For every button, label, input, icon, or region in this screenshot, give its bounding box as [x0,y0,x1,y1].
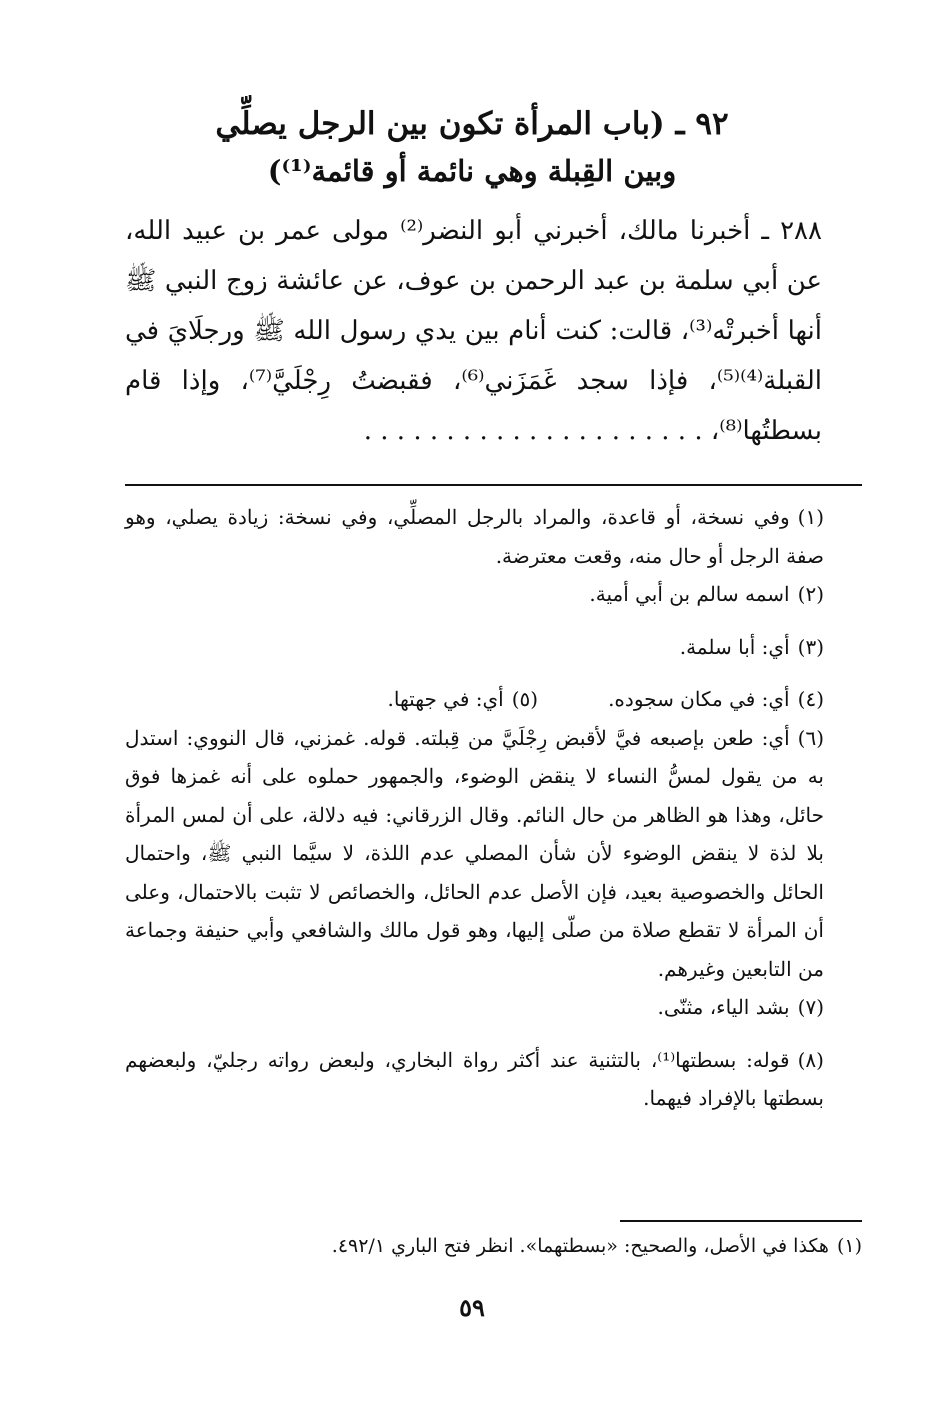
hadith-text: ٢٨٨ ـ أخبرنا مالك، أخبرني أبو النضر⁽²⁾ مولى عمر بن عبيد الله، عن أبي سلمة بن عبد الرحمن بن عوف، عن عائشة زوج النبي ﷺ أنها أخبرتْه⁽³⁾، قالت: كنت أنام بين يدي رسول الله ﷺ ورجلَايَ في القبلة⁽⁴⁾⁽⁵⁾، فإذا سجد غَمَزَني⁽⁶⁾، فقبضتُ رِجْلَيَّ⁽⁷⁾، وإذا قام بسطتُها⁽⁸⁾، [125,216,822,446]
footnote-number: (١) [797,505,824,529]
footnote-text: أي: أبا سلمة. [679,634,790,659]
footnote-text: وفي نسخة، أو قاعدة، والمراد بالرجل المصلِّي، وفي نسخة: زيادة يصلي، وهو صفة الرجل أو حال منه، وقعت معترضة. [125,505,824,568]
footnote-text: اسمه سالم بن أبي أمية. [589,582,790,606]
footnote-separator [125,484,862,486]
footnote-text: أي: في جهتها. [387,687,504,711]
footnote-number: (٦) [797,725,824,750]
footnote-text: أي: في مكان سجوده. [608,687,790,711]
footnote-text: قوله: بسطتها⁽¹⁾، بالتثنية عند أكثر رواة البخاري، ولبعض رواته رجليّ، ولبعضهم بسطتها بالإفراد فيهما. [125,1047,824,1110]
subnote-text: هكذا في الأصل، والصحيح: «بسطتهما». انظر فتح الباري ٤٩٢/١. [331,1235,829,1257]
footnote-8 [125,1041,824,1118]
footnotes [125,498,824,1118]
chapter-heading-line-2: وبين القِبلة وهي نائمة أو قائمة⁽¹⁾) [267,154,677,188]
subnote-separator [620,1220,862,1222]
footnote-7 [125,988,824,1027]
chapter-heading-line-1: ٩٢ ـ (باب المرأة تكون بين الرجل يصلِّي [215,106,729,142]
footnote-number: (٧) [797,995,824,1019]
subnote [125,1228,862,1264]
footnote-number: (٤) [797,687,824,711]
footnote-number: (٢) [797,582,824,606]
footnote-number: (٥) [511,687,539,711]
footnote-text: بشد الياء، مثنّى. [657,995,790,1019]
hadith-paragraph [125,206,822,456]
chapter-heading [90,100,854,194]
footnote-2 [125,575,824,614]
footnote-3 [125,628,824,667]
footnote-1 [125,498,824,575]
footnote-number: (٨) [797,1047,824,1072]
ellipsis: . . . . . . . . . . . . . . . . . . . . . [363,416,703,446]
footnote-6 [125,719,824,989]
hadith-text-block [125,206,822,456]
subnote-number: (١) [836,1235,862,1257]
footnote-4-5 [125,680,824,719]
footnote-number: (٣) [797,634,824,659]
footnote-text: أي: طعن بإصبعه فيَّ لأقبض رِجْلَيَّ من قِبلته. قوله. غمزني، قال النووي: استدل به من يقول لمسُّ النساء لا ينقض الوضوء، والجمهور حملوه على أنه غمزها فوق حائل، وهذا هو الظاهر من حال النائم. وقال الزرقاني: فيه دلالة، على أن لمس المرأة بلا لذة لا ينقض الوضوء لأن شأن المصلي عدم اللذة، لا سيَّما النبي ﷺ، واحتمال الحائل والخصوصية بعيد، فإن الأصل عدم الحائل، والخصائص لا تثبت بالاحتمال، وعلى أن المرأة لا تقطع صلاة من صلّى إليها، وهو قول مالك والشافعي وأبي حنيفة وجماعة من التابعين وغيرهم. [125,725,825,981]
page-number: ٥٩ [459,1293,485,1322]
